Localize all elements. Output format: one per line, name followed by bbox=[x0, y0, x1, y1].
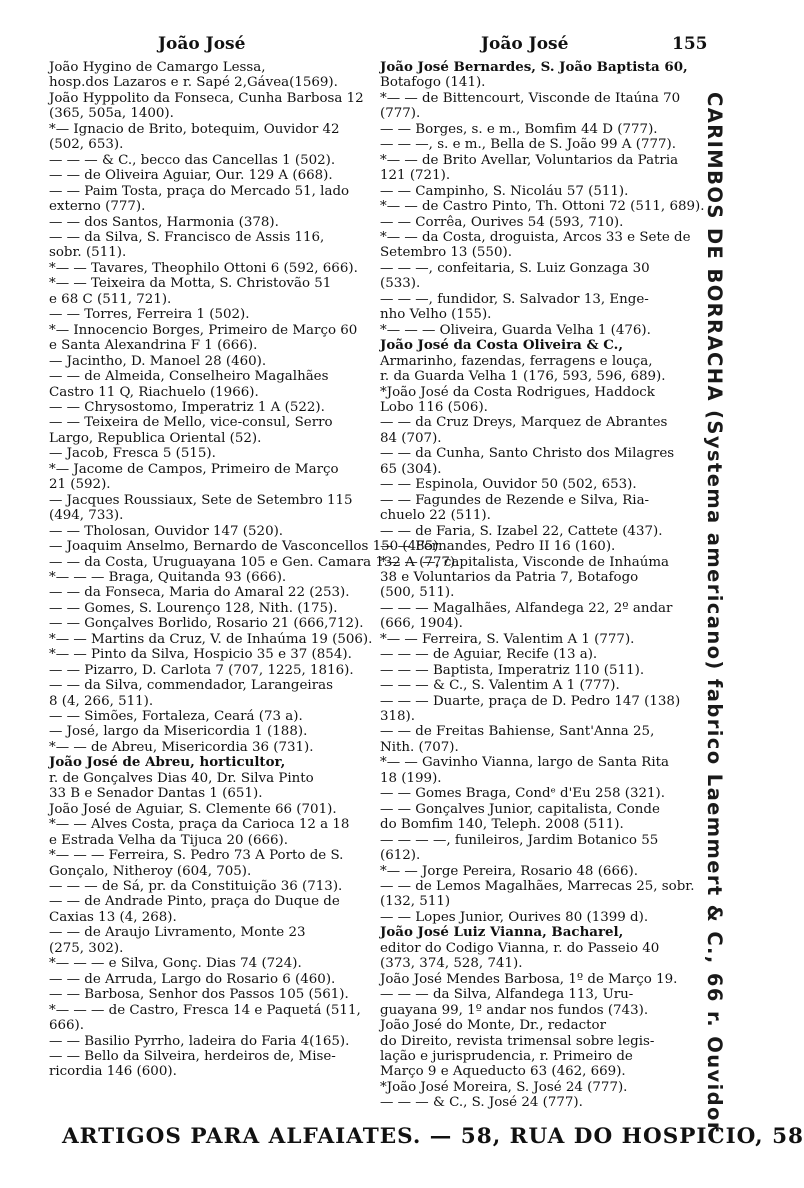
entry-line: *— — Jorge Pereira, Rosario 48 (666). bbox=[380, 863, 638, 879]
entry-line: Março 9 e Aqueducto 63 (462, 669). bbox=[380, 1064, 626, 1080]
entry-line: — — de Araujo Livramento, Monte 23 bbox=[49, 925, 306, 941]
entry-line: — — Gomes, S. Lourenço 128, Nith. (175). bbox=[49, 600, 338, 616]
entry-line: editor do Codigo Vianna, r. do Passeio 40 bbox=[380, 940, 660, 956]
entry-line: e Estrada Velha da Tijuca 20 (666). bbox=[49, 832, 289, 848]
entry-line: — — de Andrade Pinto, praça do Duque de bbox=[49, 894, 340, 910]
entry-line: *— Innocencio Borges, Primeiro de Março 60 bbox=[49, 322, 358, 338]
entry-line: *João José da Costa Rodrigues, Haddock bbox=[380, 384, 655, 400]
running-header-right: João José bbox=[481, 34, 569, 54]
entry-line: 33 B e Senador Dantas 1 (651). bbox=[49, 786, 263, 802]
entry-line: *João José Moreira, S. José 24 (777). bbox=[380, 1079, 628, 1095]
page-number: 155 bbox=[672, 34, 708, 54]
entry-line: (502, 653). bbox=[49, 137, 124, 153]
entry-line: — — Fernandes, Pedro II 16 (160). bbox=[380, 539, 616, 555]
entry-line: — José, largo da Misericordia 1 (188). bbox=[49, 724, 308, 740]
entry-line: *— — de Brito Avellar, Voluntarios da Patria bbox=[380, 152, 679, 168]
entry-line: do Direito, revista trimensal sobre legis- bbox=[380, 1033, 655, 1049]
entry-line: João José Luiz Vianna, Bacharel, bbox=[380, 924, 624, 941]
entry-line: *— — — e Silva, Gonç. Dias 74 (724). bbox=[49, 956, 302, 972]
entry-line: (365, 505a, 1400). bbox=[49, 106, 174, 122]
entry-line: 38 e Voluntarios da Patria 7, Botafogo bbox=[380, 569, 639, 585]
entry-line: — — de Faria, S. Izabel 22, Cattete (437). bbox=[380, 523, 663, 539]
entry-line: João Hyppolito da Fonseca, Cunha Barbosa 12 bbox=[49, 90, 364, 106]
entry-line: — — da Cruz Dreys, Marquez de Abrantes bbox=[380, 415, 668, 431]
entry-line: João Hygino de Camargo Lessa, bbox=[49, 60, 266, 75]
entry-line: sobr. (511). bbox=[49, 245, 127, 261]
entry-line: e Santa Alexandrina F 1 (666). bbox=[49, 338, 258, 354]
entry-line: — — Borges, s. e m., Bomfim 44 D (777). bbox=[380, 121, 658, 137]
entry-line: (612). bbox=[380, 848, 421, 864]
entry-line: — — — & C., S. José 24 (777). bbox=[380, 1095, 583, 1111]
entry-line: Gonçalo, Nitheroy (604, 705). bbox=[49, 863, 252, 879]
entry-line: *— Ignacio de Brito, botequim, Ouvidor 42 bbox=[49, 121, 340, 137]
entry-line: João José da Costa Oliveira & C., bbox=[380, 337, 623, 354]
entry-line: *— — de Bittencourt, Visconde de Itaúna 70 bbox=[380, 90, 681, 106]
entry-line: João José Mendes Barbosa, 1º de Março 19. bbox=[380, 971, 678, 987]
entry-line: *— — — de Castro, Fresca 14 e Paquetá (511, bbox=[49, 1002, 361, 1018]
entry-line: chuelo 22 (511). bbox=[380, 508, 491, 524]
entry-line: guayana 99, 1º andar nos fundos (743). bbox=[380, 1002, 649, 1018]
entry-line: João José de Aguiar, S. Clemente 66 (701). bbox=[49, 801, 337, 817]
entry-line: (666, 1904). bbox=[380, 616, 463, 632]
entry-line: 21 (592). bbox=[49, 477, 111, 493]
entry-line: *— Jacome de Campos, Primeiro de Março bbox=[49, 461, 339, 477]
entry-line: — — da Fonseca, Maria do Amaral 22 (253). bbox=[49, 585, 350, 601]
entry-line: — — da Costa, Uruguayana 105 e Gen. Camara 132 A (777). bbox=[49, 554, 460, 570]
entry-line: *— — Martins da Cruz, V. de Inhaúma 19 (506). bbox=[49, 631, 373, 647]
entry-line: — — Lopes Junior, Ourives 80 (1399 d). bbox=[380, 909, 649, 925]
running-header-left: João José bbox=[158, 34, 246, 54]
entry-line: — — — Duarte, praça de D. Pedro 147 (138) bbox=[380, 693, 681, 709]
entry-line: — — Basilio Pyrrho, ladeira do Faria 4(165). bbox=[49, 1033, 350, 1049]
entry-line: *— — da Costa, droguista, Arcos 33 e Sete de bbox=[380, 229, 691, 245]
entry-line: — — — & C., S. Valentim A 1 (777). bbox=[380, 678, 620, 694]
entry-line: *— — de Abreu, Misericordia 36 (731). bbox=[49, 739, 314, 755]
entry-line: do Bomfim 140, Teleph. 2008 (511). bbox=[380, 817, 624, 833]
entry-line: — — Espinola, Ouvidor 50 (502, 653). bbox=[380, 477, 637, 493]
entry-line: — — Tholosan, Ouvidor 147 (520). bbox=[49, 523, 284, 539]
entry-line: — — dos Santos, Harmonia (378). bbox=[49, 214, 279, 230]
entry-line: Botafogo (141). bbox=[380, 75, 486, 91]
entry-line: — — de Almeida, Conselheiro Magalhães bbox=[49, 369, 329, 385]
entry-line: — — de Arruda, Largo do Rosario 6 (460). bbox=[49, 971, 336, 987]
entry-line: João José Bernardes, S. João Baptista 60, bbox=[380, 59, 688, 75]
entry-line: 666). bbox=[49, 1018, 85, 1034]
entry-line: *— — de Castro Pinto, Th. Ottoni 72 (511, 689). bbox=[380, 199, 705, 215]
entry-line: — — Chrysostomo, Imperatriz 1 A (522). bbox=[49, 399, 325, 415]
entry-line: — — Barbosa, Senhor dos Passos 105 (561). bbox=[49, 987, 349, 1003]
right-column bbox=[380, 59, 705, 1111]
entry-line: (500, 511). bbox=[380, 585, 455, 601]
entry-line: João José do Monte, Dr., redactor bbox=[380, 1018, 606, 1034]
entry-line: *— — — Braga, Quitanda 93 (666). bbox=[49, 569, 287, 585]
entry-line: — Joaquim Anselmo, Bernardo de Vasconcellos 150 (485). bbox=[49, 539, 443, 555]
entry-line: externo (777). bbox=[49, 199, 146, 215]
entry-line: *— — Ferreira, S. Valentim A 1 (777). bbox=[380, 631, 635, 647]
entry-line: João José de Abreu, horticultor, bbox=[49, 754, 286, 771]
entry-line: 318). bbox=[380, 709, 416, 725]
entry-line: — — — de Aguiar, Recife (13 a). bbox=[380, 647, 598, 663]
entry-line: — — Paim Tosta, praça do Mercado 51, lado bbox=[49, 183, 350, 199]
footer-advertisement: ARTIGOS PARA ALFAIATES. — 58, RUA DO HOSPICIO, 58 bbox=[62, 1124, 804, 1149]
entry-line: hosp.dos Lazaros e r. Sapé 2,Gávea(1569). bbox=[49, 75, 338, 91]
entry-line: — — —, fundidor, S. Salvador 13, Enge- bbox=[380, 291, 649, 307]
entry-line: — — — de Sá, pr. da Constituição 36 (713). bbox=[49, 879, 343, 895]
entry-line: Lobo 116 (506). bbox=[380, 399, 488, 415]
entry-line: — — — Baptista, Imperatriz 110 (511). bbox=[380, 662, 645, 678]
entry-line: Castro 11 Q, Riachuelo (1966). bbox=[49, 384, 259, 400]
entry-line: — — da Silva, commendador, Larangeiras bbox=[49, 678, 333, 694]
entry-line: — — Teixeira de Mello, vice-consul, Serro bbox=[49, 415, 333, 431]
entry-line: — — Gomes Braga, Condᵉ d'Eu 258 (321). bbox=[380, 786, 666, 802]
entry-line: — — — Magalhães, Alfandega 22, 2º andar bbox=[380, 600, 673, 616]
entry-line: — — de Freitas Bahiense, Sant'Anna 25, bbox=[380, 724, 655, 740]
entry-line: e 68 C (511, 721). bbox=[49, 291, 172, 307]
entry-line: — — Gonçalves Junior, capitalista, Conde bbox=[380, 801, 660, 817]
entry-line: *— — Alves Costa, praça da Carioca 12 a 18 bbox=[49, 817, 350, 833]
entry-line: — Jacob, Fresca 5 (515). bbox=[49, 446, 216, 462]
entry-line: — — Pizarro, D. Carlota 7 (707, 1225, 1816). bbox=[49, 662, 354, 678]
entry-line: — Jacintho, D. Manoel 28 (460). bbox=[49, 353, 267, 369]
side-advertisement-text: CARIMBOS DE BORRACHA (Systema americano) fabrico Laemmert & C., 66 r. Ouvidor bbox=[703, 92, 726, 1133]
entry-line: *— — — Oliveira, Guarda Velha 1 (476). bbox=[380, 322, 651, 338]
entry-line: (275, 302). bbox=[49, 940, 124, 956]
entry-line: (132, 511) bbox=[380, 894, 451, 910]
entry-line: — — de Oliveira Aguiar, Our. 129 A (668). bbox=[49, 168, 333, 184]
entry-line: *— — Tavares, Theophilo Ottoni 6 (592, 666). bbox=[49, 260, 358, 276]
entry-line: r. de Gonçalves Dias 40, Dr. Silva Pinto bbox=[49, 770, 314, 786]
entry-line: — — Fagundes de Rezende e Silva, Ria- bbox=[380, 492, 650, 508]
entry-line: Armarinho, fazendas, ferragens e louça, bbox=[380, 353, 653, 369]
entry-line: — — —, confeitaria, S. Luiz Gonzaga 30 bbox=[380, 260, 650, 276]
entry-line: — — — da Silva, Alfandega 113, Uru- bbox=[380, 987, 634, 1003]
entry-line: *— — Pinto da Silva, Hospicio 35 e 37 (854). bbox=[49, 647, 352, 663]
entry-line: — — Simões, Fortaleza, Ceará (73 a). bbox=[49, 709, 303, 725]
entry-line: *— — — Ferreira, S. Pedro 73 A Porto de S. bbox=[49, 848, 344, 864]
entry-line: Nith. (707). bbox=[380, 739, 459, 755]
entry-line: — — Torres, Ferreira 1 (502). bbox=[49, 307, 250, 323]
entry-line: 8 (4, 266, 511). bbox=[49, 693, 154, 709]
entry-line: nho Velho (155). bbox=[380, 307, 492, 323]
entry-line: *— — Teixeira da Motta, S. Christovão 51 bbox=[49, 276, 332, 292]
entry-line: 65 (304). bbox=[380, 461, 442, 477]
entry-line: r. da Guarda Velha 1 (176, 593, 596, 689). bbox=[380, 369, 666, 385]
entry-line: — — — —, funileiros, Jardim Botanico 55 bbox=[380, 832, 659, 848]
entry-line: 18 (199). bbox=[380, 770, 442, 786]
entry-line: *— — Gavinho Vianna, largo de Santa Rita bbox=[380, 755, 669, 771]
entry-line: — — Bello da Silveira, herdeiros de, Mise- bbox=[49, 1049, 336, 1064]
entry-line: — — Corrêa, Ourives 54 (593, 710). bbox=[380, 214, 624, 230]
entry-line: 84 (707). bbox=[380, 430, 442, 446]
entry-line: — — da Cunha, Santo Christo dos Milagres bbox=[380, 446, 675, 462]
entry-line: — — —, s. e m., Bella de S. João 99 A (777). bbox=[380, 137, 676, 153]
entry-line: — — da Silva, S. Francisco de Assis 116, bbox=[49, 229, 325, 245]
entry-line: Largo, Republica Oriental (52). bbox=[49, 430, 262, 446]
entry-line: (494, 733). bbox=[49, 508, 124, 524]
entry-line: — — — & C., becco das Cancellas 1 (502). bbox=[49, 152, 336, 168]
entry-line: (777). bbox=[380, 106, 421, 122]
entry-line: (533). bbox=[380, 276, 421, 292]
entry-line: (373, 374, 528, 741). bbox=[380, 956, 523, 972]
entry-line: Caxias 13 (4, 268). bbox=[49, 909, 177, 925]
entry-line: 121 (721). bbox=[380, 168, 451, 184]
entry-line: *— — —, capitalista, Visconde de Inhaúma bbox=[380, 554, 670, 570]
entry-line: ricordia 146 (600). bbox=[49, 1064, 177, 1080]
side-advertisement bbox=[702, 92, 750, 1133]
entry-line: — Jacques Roussiaux, Sete de Setembro 115 bbox=[49, 492, 353, 508]
entry-line: Setembro 13 (550). bbox=[380, 245, 512, 261]
entry-line: — — Campinho, S. Nicoláu 57 (511). bbox=[380, 183, 629, 199]
entry-line: — — de Lemos Magalhães, Marrecas 25, sobr. bbox=[380, 879, 695, 895]
entry-line: — — Gonçalves Borlido, Rosario 21 (666,712). bbox=[49, 616, 364, 632]
entry-line: lação e jurisprudencia, r. Primeiro de bbox=[380, 1049, 633, 1064]
